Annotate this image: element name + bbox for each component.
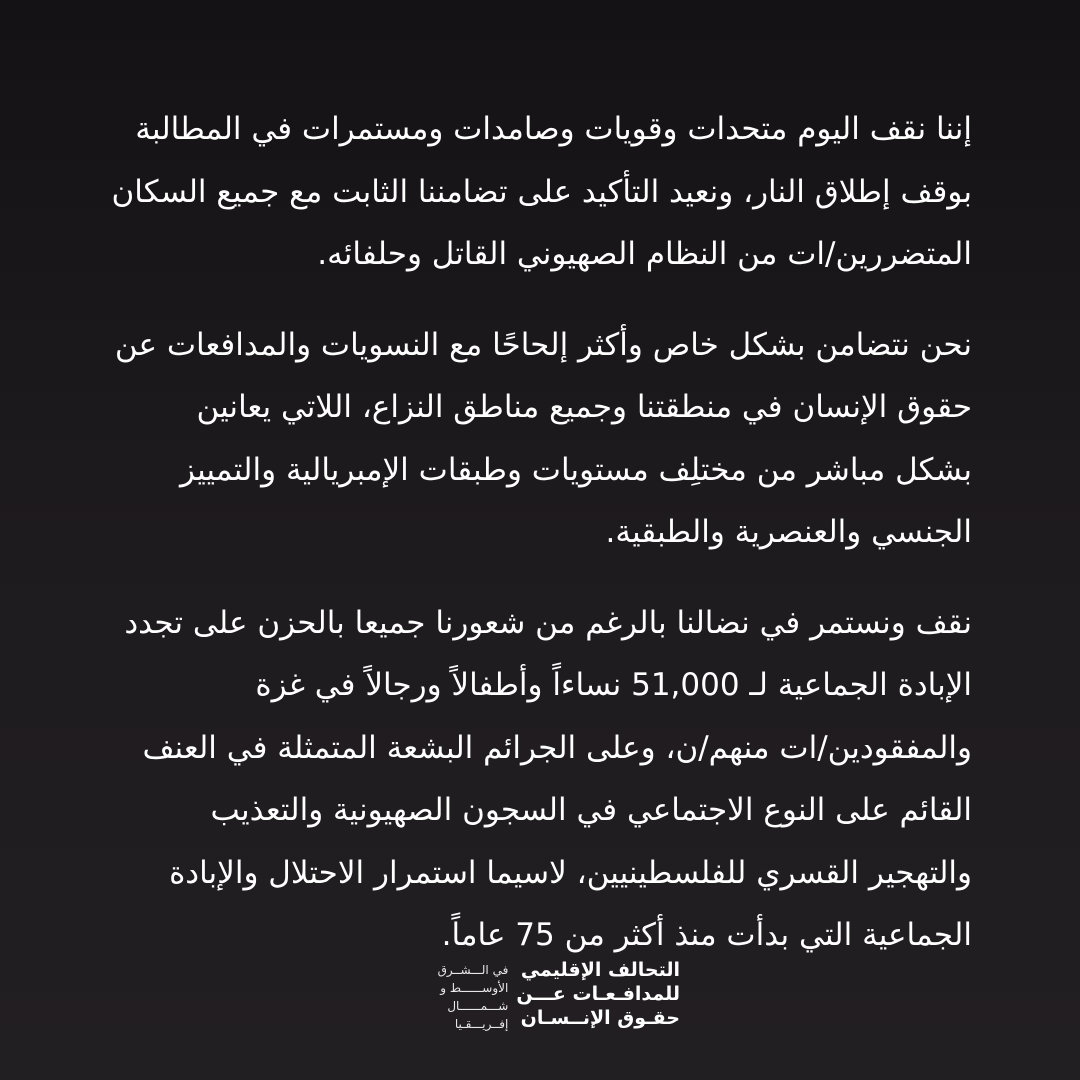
logo-main-line-2: للمدافـعـات عـــن	[516, 983, 680, 1005]
logo-main-line-1: التحالف الإقليمي	[520, 959, 680, 981]
logo-sub-line-2: الأوســــــط و	[440, 981, 509, 995]
logo-sub-line-4: إفــريـــقـيا	[454, 1017, 509, 1031]
logo-main-line-3: حقـوق الإنــسـان	[520, 1007, 680, 1029]
logo-sub-line-1: في الـــشــرق	[437, 963, 509, 977]
logo-main-text	[516, 958, 680, 1030]
logo-sub-line-3: شـــمــــــال	[447, 999, 509, 1013]
coalition-logo	[404, 958, 680, 1038]
statement-paragraph-3: نقف ونستمر في نضالنا بالرغم من شعورنا جميعا بالحزن على تجدد الإبادة الجماعية لـ 51,000 نساءاً وأطفالاً ورجالاً في غزة والمفقودين/ات منهم/ن، وعلى الجرائم البشعة المتمثلة في العنف القائم على النوع الاجتماعي في السجون الصهيونية والتعذيب والتهجير القسري للفلسطينيين، لاسيما استمرار الاحتلال والإبادة الجماعية التي بدأت منذ أكثر من 75 عاماً.	[124, 604, 972, 953]
statement-paragraph-1: إننا نقف اليوم متحدات وقويات وصامدات ومستمرات في المطالبة بوقف إطلاق النار، ونعيد التأكيد على تضامننا الثابت مع جميع السكان المتضررين/ات من النظام الصهيوني القاتل وحلفائه.	[111, 111, 972, 272]
logo-region-text	[438, 958, 509, 1033]
statement-text-block	[110, 98, 972, 967]
statement-paragraph-2: نحن نتضامن بشكل خاص وأكثر إلحاحًا مع النسويات والمدافعات عن حقوق الإنسان في منطقتنا وجميع مناطق النزاع، اللاتي يعانين بشكل مباشر من مختلِف مستويات وطبقات الإمبريالية والتمييز الجنسي والعنصرية والطبقية.	[114, 326, 972, 550]
